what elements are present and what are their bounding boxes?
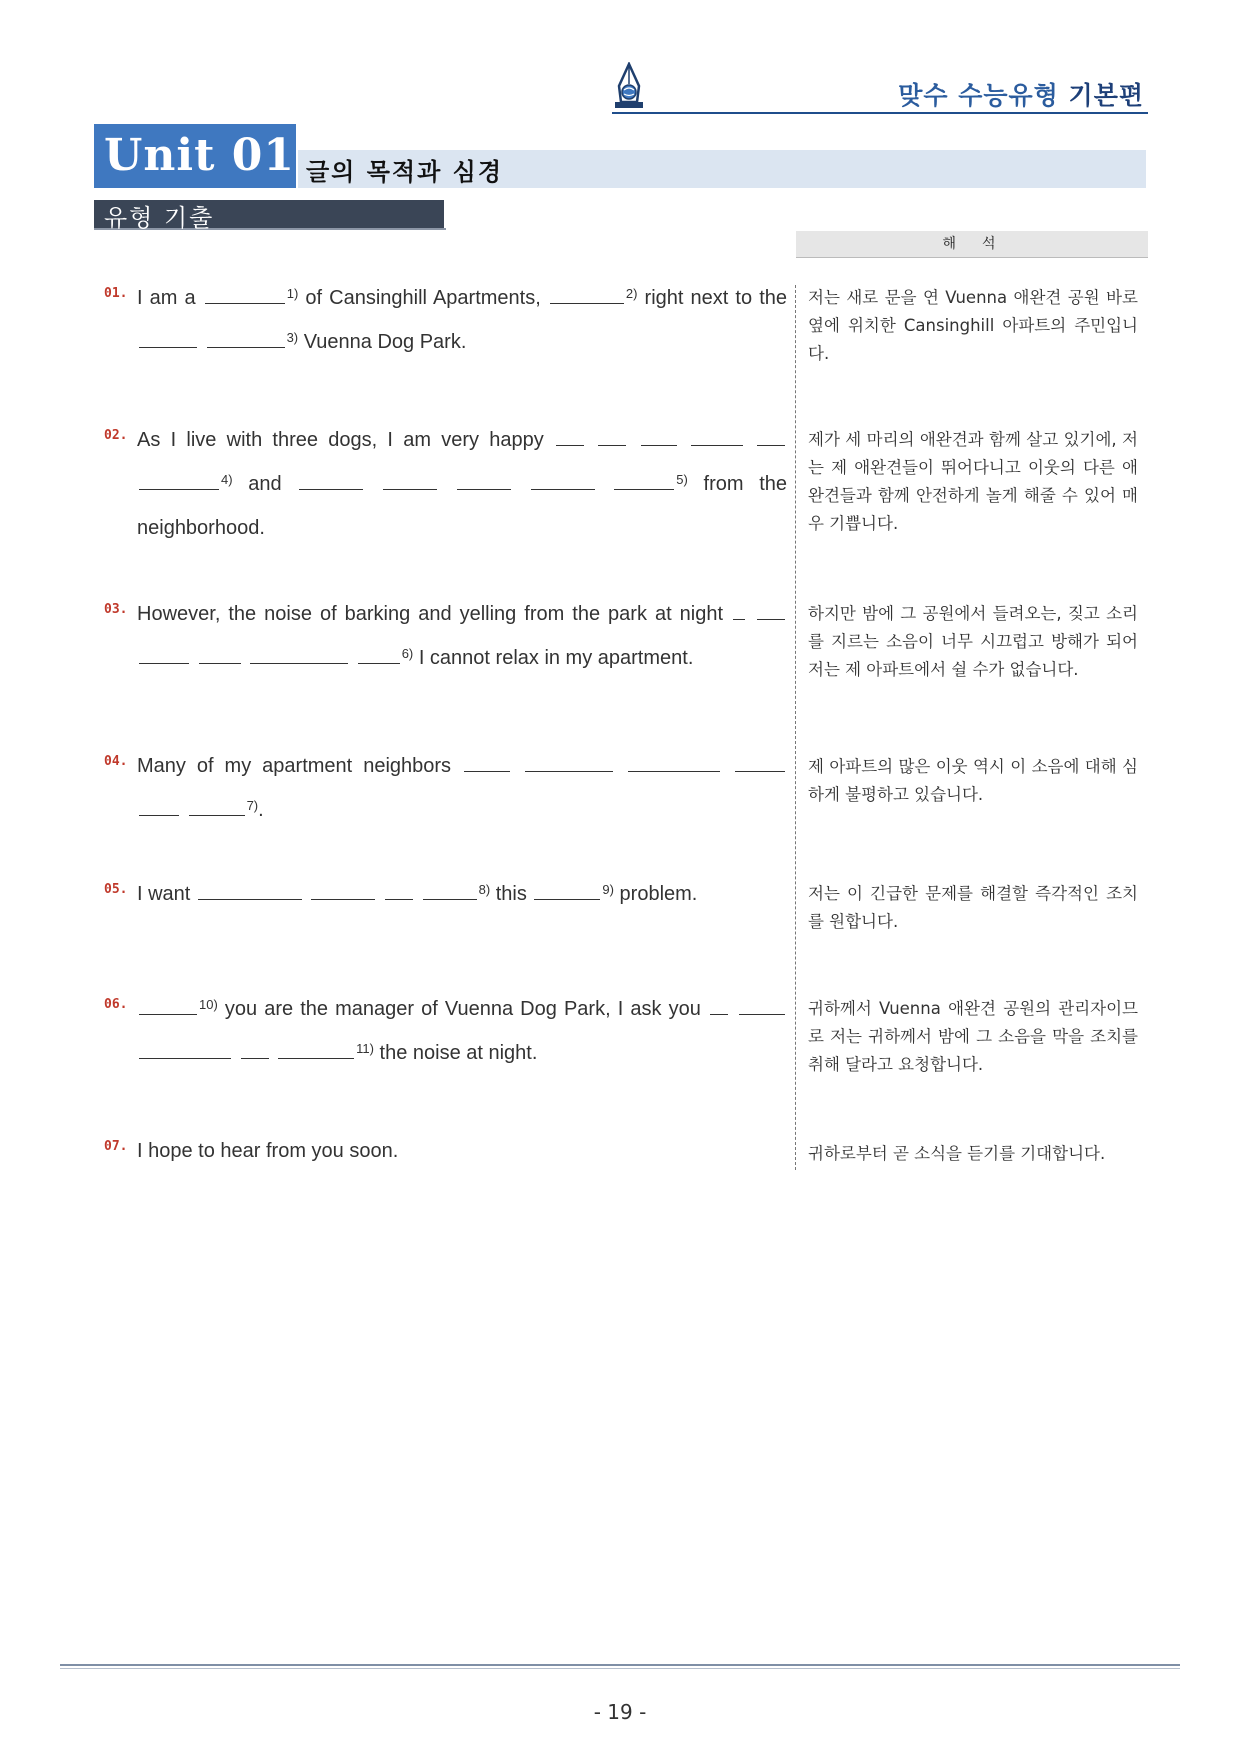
item-translation: 저는 새로 문을 연 Vuenna 애완견 공원 바로 옆에 위치한 Cansinghill 아파트의 주민입니다.: [808, 288, 1138, 363]
item-translation: 제가 세 마리의 애완견과 함께 살고 있기에, 저는 제 애완견들이 뛰어다니고 이웃의 다른 애완견들과 함께 안전하게 놀게 해줄 수 있어 매우 기쁩니다.: [808, 430, 1138, 533]
answer-blank[interactable]: [199, 647, 241, 664]
answer-blank[interactable]: [525, 755, 613, 772]
answer-blank[interactable]: [757, 429, 785, 446]
answer-blank[interactable]: [299, 473, 363, 490]
answer-blank[interactable]: [189, 799, 245, 816]
unit-subtitle: 글의 목적과 심경: [306, 158, 503, 186]
item-translation: 하지만 밤에 그 공원에서 들려오는, 짖고 소리를 지르는 소음이 너무 시끄럽고 방해가 되어 저는 제 아파트에서 쉴 수가 없습니다.: [808, 604, 1138, 679]
answer-blank[interactable]: [385, 883, 413, 900]
footer-rule: [60, 1664, 1180, 1666]
answer-blank[interactable]: [311, 883, 375, 900]
answer-blank[interactable]: [464, 755, 510, 772]
answer-blank[interactable]: [358, 647, 400, 664]
footer-rule-thin: [60, 1668, 1180, 1669]
item-english: I hope to hear from you soon.: [137, 1140, 399, 1162]
answer-blank[interactable]: [198, 883, 302, 900]
item-english: $^{10)}$ you are the manager of Vuenna Dog Park, I ask you $^{11)}$ the noise at night.: [137, 987, 787, 1075]
pen-nib-logo-icon: [612, 62, 646, 114]
header-rule: [612, 112, 1148, 114]
answer-blank[interactable]: [710, 998, 728, 1015]
answer-blank[interactable]: [641, 429, 677, 446]
answer-blank[interactable]: [550, 287, 624, 304]
answer-blank[interactable]: [241, 1042, 269, 1059]
answer-blank[interactable]: [205, 287, 285, 304]
unit-label: Unit 01: [104, 130, 295, 181]
item-number: 02.: [104, 428, 128, 443]
answer-blank[interactable]: [534, 883, 600, 900]
answer-blank[interactable]: [423, 883, 477, 900]
answer-blank[interactable]: [628, 755, 720, 772]
item-english: However, the noise of barking and yelling from the park at night $^{6)}$ I cannot relax in my apartment.: [137, 592, 787, 680]
answer-blank[interactable]: [556, 429, 584, 446]
answer-blank[interactable]: [139, 799, 179, 816]
page-number: - 19 -: [593, 1700, 647, 1724]
answer-blank[interactable]: [250, 647, 348, 664]
answer-blank[interactable]: [383, 473, 437, 490]
translation-header: 해석: [942, 236, 1022, 252]
answer-blank[interactable]: [733, 603, 745, 620]
answer-blank[interactable]: [207, 331, 285, 348]
answer-blank[interactable]: [735, 755, 785, 772]
answer-blank[interactable]: [757, 603, 785, 620]
item-english: I want $^{8)}$ this $^{9)}$ problem.: [137, 882, 698, 905]
item-translation: 귀하로부터 곧 소식을 듣기를 기대합니다.: [808, 1144, 1106, 1163]
section-label: 유형 기출: [104, 204, 215, 232]
item-english: As I live with three dogs, I am very happy $^{4)}$ and $^{5)}$ from the neighborhood.: [137, 429, 788, 539]
answer-blank[interactable]: [139, 473, 219, 490]
item-english: I am a $^{1)}$ of Cansinghill Apartments, $^{2)}$ right next to the $^{3)}$ Vuenna Dog Park.: [137, 286, 787, 353]
item-number: 03.: [104, 602, 128, 617]
answer-blank[interactable]: [139, 647, 189, 664]
item-english: Many of my apartment neighbors $^{7)}$.: [137, 744, 787, 832]
item-translation: 귀하께서 Vuenna 애완견 공원의 관리자이므로 저는 귀하께서 밤에 그 소음을 막을 조치를 취해 달라고 요청합니다.: [808, 999, 1138, 1074]
item-number: 07.: [104, 1139, 128, 1154]
answer-blank[interactable]: [614, 473, 674, 490]
item-number: 01.: [104, 286, 128, 301]
answer-blank[interactable]: [531, 473, 595, 490]
answer-blank[interactable]: [139, 998, 197, 1015]
answer-blank[interactable]: [457, 473, 511, 490]
answer-blank[interactable]: [278, 1042, 354, 1059]
answer-blank[interactable]: [139, 331, 197, 348]
item-number: 05.: [104, 882, 128, 897]
column-divider: [795, 285, 796, 1170]
item-number: 06.: [104, 997, 128, 1012]
item-translation: 저는 이 긴급한 문제를 해결할 즉각적인 조치를 원합니다.: [808, 884, 1138, 931]
answer-blank[interactable]: [691, 429, 743, 446]
answer-blank[interactable]: [139, 1042, 231, 1059]
item-number: 04.: [104, 754, 128, 769]
answer-blank[interactable]: [739, 998, 785, 1015]
book-title: 맞수 수능유형 기본편: [898, 81, 1144, 110]
answer-blank[interactable]: [598, 429, 626, 446]
item-translation: 제 아파트의 많은 이웃 역시 이 소음에 대해 심하게 불평하고 있습니다.: [808, 757, 1138, 804]
